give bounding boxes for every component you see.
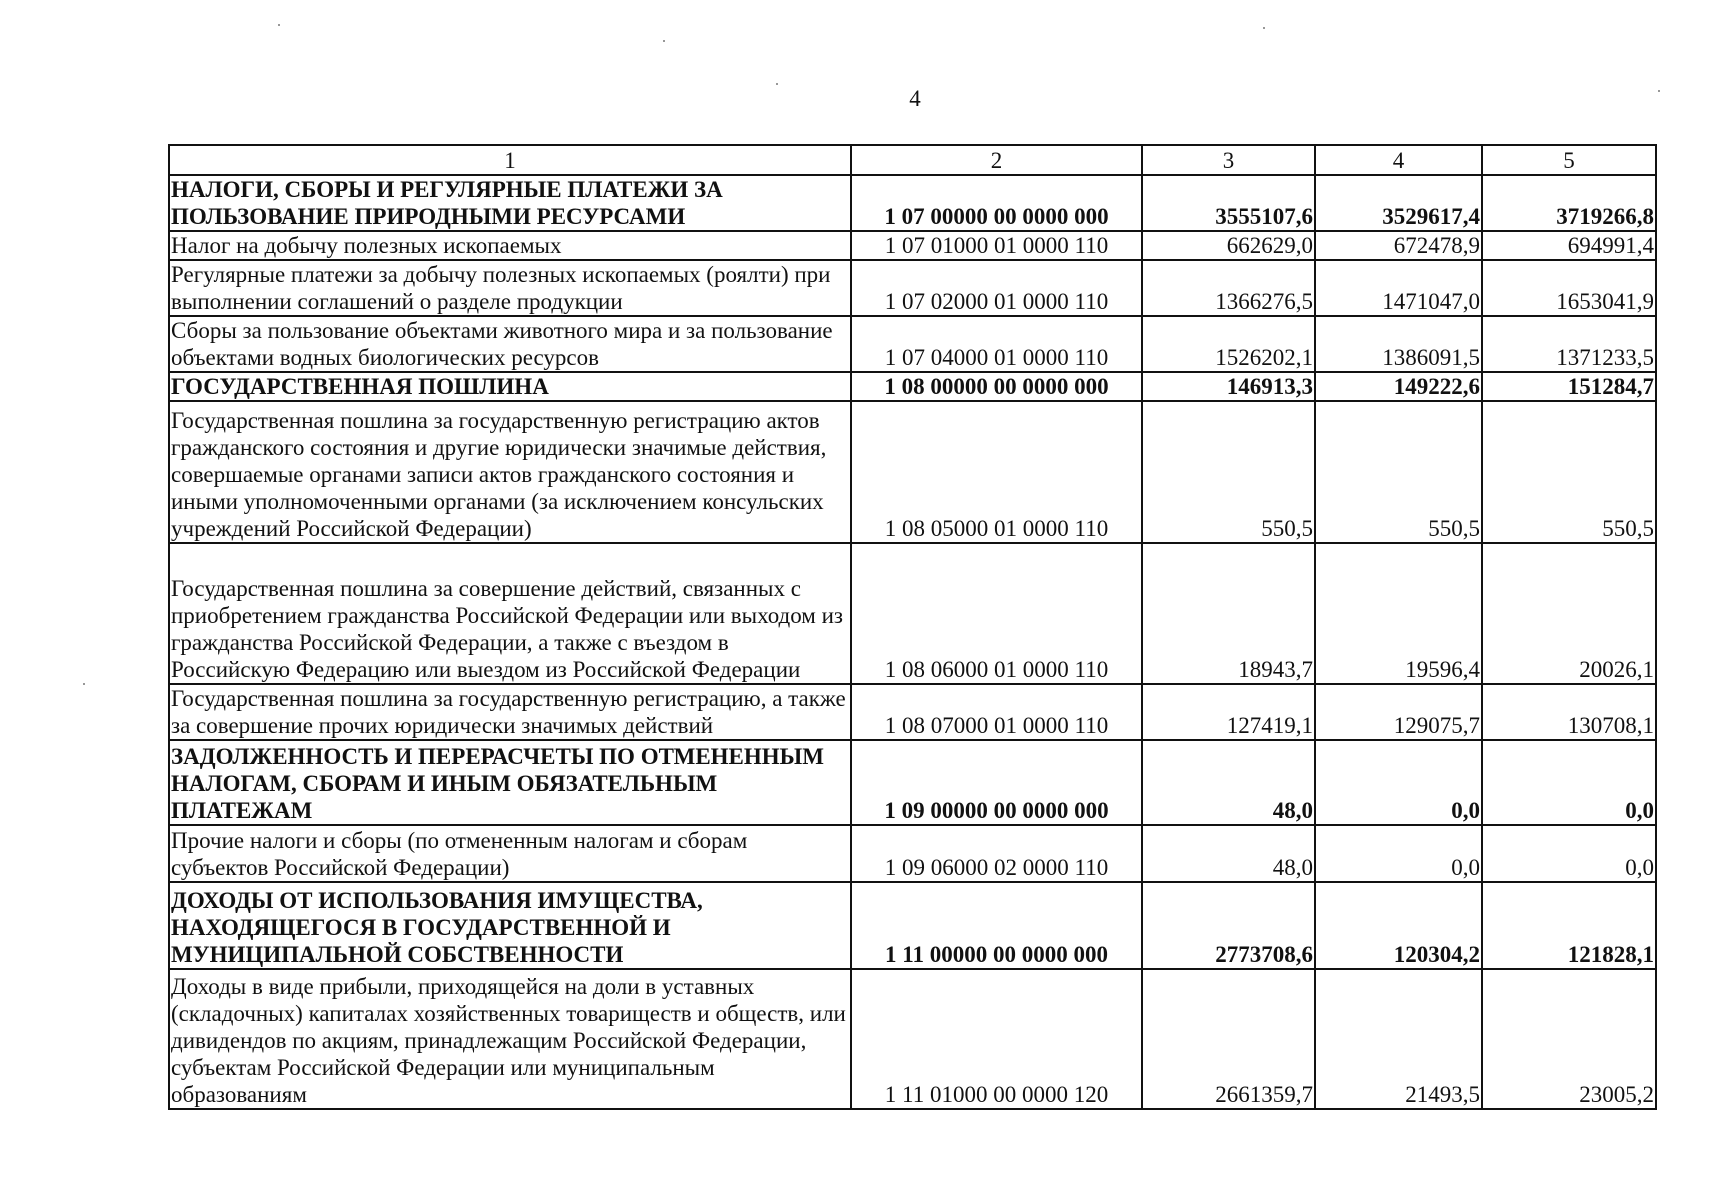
row-value-col4: 149222,6 xyxy=(1315,372,1482,401)
table-body xyxy=(169,175,1656,1109)
row-value-col3: 3555107,6 xyxy=(1142,175,1315,231)
row-value-col5: 130708,1 xyxy=(1482,684,1656,740)
row-value-col5: 0,0 xyxy=(1482,740,1656,825)
row-name-cell: ДОХОДЫ ОТ ИСПОЛЬЗОВАНИЯ ИМУЩЕСТВА, НАХОДЯЩЕГОСЯ В ГОСУДАРСТВЕННОЙ И МУНИЦИПАЛЬНОЙ СОБСТВЕННОСТИ xyxy=(169,882,851,969)
revenue-table xyxy=(168,144,1657,1110)
row-name-cell: ГОСУДАРСТВЕННАЯ ПОШЛИНА xyxy=(169,372,851,401)
row-name-cell: Налог на добычу полезных ископаемых xyxy=(169,231,851,260)
row-value-col4: 19596,4 xyxy=(1315,543,1482,684)
row-value-col4: 0,0 xyxy=(1315,740,1482,825)
row-value-col3: 2661359,7 xyxy=(1142,969,1315,1109)
row-value-col4: 1471047,0 xyxy=(1315,260,1482,316)
row-name-cell: Государственная пошлина за государственную регистрацию актов гражданского состояния и другие юридически значимые действия, совершаемые органами записи актов гражданского состояния и иными уполномоченными органами (за исключением консульских учреждений Российской Федерации) xyxy=(169,401,851,543)
table-row xyxy=(169,882,1656,969)
table-row xyxy=(169,231,1656,260)
row-code-cell: 1 09 00000 00 0000 000 xyxy=(851,740,1142,825)
row-value-col4: 1386091,5 xyxy=(1315,316,1482,372)
row-code-cell: 1 08 07000 01 0000 110 xyxy=(851,684,1142,740)
row-name-cell: Прочие налоги и сборы (по отмененным налогам и сборам субъектов Российской Федерации) xyxy=(169,825,851,882)
table-row xyxy=(169,401,1656,543)
table-row xyxy=(169,372,1656,401)
row-code-cell: 1 08 00000 00 0000 000 xyxy=(851,372,1142,401)
row-value-col3: 550,5 xyxy=(1142,401,1315,543)
row-value-col5: 3719266,8 xyxy=(1482,175,1656,231)
row-value-col4: 672478,9 xyxy=(1315,231,1482,260)
row-code-cell: 1 08 06000 01 0000 110 xyxy=(851,543,1142,684)
row-code-cell: 1 07 02000 01 0000 110 xyxy=(851,260,1142,316)
row-value-col4: 0,0 xyxy=(1315,825,1482,882)
row-value-col5: 23005,2 xyxy=(1482,969,1656,1109)
row-value-col4: 129075,7 xyxy=(1315,684,1482,740)
row-value-col5: 20026,1 xyxy=(1482,543,1656,684)
row-value-col5: 121828,1 xyxy=(1482,882,1656,969)
row-name-cell: Государственная пошлина за совершение действий, связанных с приобретением гражданства Российской Федерации или выходом из гражданства Российской Федерации, а также с въездом в Российскую Федерацию или выездом из Российской Федерации xyxy=(169,543,851,684)
row-value-col4: 120304,2 xyxy=(1315,882,1482,969)
row-code-cell: 1 07 01000 01 0000 110 xyxy=(851,231,1142,260)
row-value-col3: 48,0 xyxy=(1142,740,1315,825)
header-col-1: 1 xyxy=(169,145,851,175)
table-row xyxy=(169,543,1656,684)
row-name-cell: НАЛОГИ, СБОРЫ И РЕГУЛЯРНЫЕ ПЛАТЕЖИ ЗА ПОЛЬЗОВАНИЕ ПРИРОДНЫМИ РЕСУРСАМИ xyxy=(169,175,851,231)
row-value-col4: 21493,5 xyxy=(1315,969,1482,1109)
table-header-row xyxy=(169,145,1656,175)
row-value-col5: 550,5 xyxy=(1482,401,1656,543)
header-col-5: 5 xyxy=(1482,145,1656,175)
row-value-col3: 146913,3 xyxy=(1142,372,1315,401)
row-value-col3: 2773708,6 xyxy=(1142,882,1315,969)
row-value-col3: 127419,1 xyxy=(1142,684,1315,740)
row-value-col3: 1366276,5 xyxy=(1142,260,1315,316)
table-row xyxy=(169,684,1656,740)
row-value-col3: 662629,0 xyxy=(1142,231,1315,260)
row-value-col5: 1653041,9 xyxy=(1482,260,1656,316)
scan-speck xyxy=(278,24,280,26)
table-row xyxy=(169,825,1656,882)
row-value-col3: 48,0 xyxy=(1142,825,1315,882)
row-code-cell: 1 11 00000 00 0000 000 xyxy=(851,882,1142,969)
row-value-col3: 1526202,1 xyxy=(1142,316,1315,372)
row-name-cell: Сборы за пользование объектами животного мира и за пользование объектами водных биологических ресурсов xyxy=(169,316,851,372)
scan-speck xyxy=(1263,27,1265,29)
scan-speck xyxy=(83,683,85,685)
table-row xyxy=(169,740,1656,825)
row-value-col4: 3529617,4 xyxy=(1315,175,1482,231)
row-name-cell: Доходы в виде прибыли, приходящейся на доли в уставных (складочных) капиталах хозяйственных товариществ и обществ, или дивидендов по акциям, принадлежащим Российской Федерации, субъектам Российской Федерации или муниципальным образованиям xyxy=(169,969,851,1109)
table-row xyxy=(169,260,1656,316)
scan-speck xyxy=(1658,90,1660,92)
page-number: 4 xyxy=(909,86,921,111)
row-value-col5: 1371233,5 xyxy=(1482,316,1656,372)
table-row xyxy=(169,175,1656,231)
table-row xyxy=(169,969,1656,1109)
header-col-2: 2 xyxy=(851,145,1142,175)
row-code-cell: 1 11 01000 00 0000 120 xyxy=(851,969,1142,1109)
row-name-cell: ЗАДОЛЖЕННОСТЬ И ПЕРЕРАСЧЕТЫ ПО ОТМЕНЕННЫМ НАЛОГАМ, СБОРАМ И ИНЫМ ОБЯЗАТЕЛЬНЫМ ПЛАТЕЖАМ xyxy=(169,740,851,825)
row-code-cell: 1 08 05000 01 0000 110 xyxy=(851,401,1142,543)
row-name-cell: Регулярные платежи за добычу полезных ископаемых (роялти) при выполнении соглашений о разделе продукции xyxy=(169,260,851,316)
row-name-cell: Государственная пошлина за государственную регистрацию, а также за совершение прочих юридически значимых действий xyxy=(169,684,851,740)
row-value-col5: 0,0 xyxy=(1482,825,1656,882)
row-code-cell: 1 07 04000 01 0000 110 xyxy=(851,316,1142,372)
row-value-col4: 550,5 xyxy=(1315,401,1482,543)
header-col-4: 4 xyxy=(1315,145,1482,175)
table-row xyxy=(169,316,1656,372)
scan-speck xyxy=(663,40,665,42)
row-value-col5: 151284,7 xyxy=(1482,372,1656,401)
scan-speck xyxy=(776,83,778,85)
row-code-cell: 1 07 00000 00 0000 000 xyxy=(851,175,1142,231)
row-code-cell: 1 09 06000 02 0000 110 xyxy=(851,825,1142,882)
row-value-col3: 18943,7 xyxy=(1142,543,1315,684)
row-value-col5: 694991,4 xyxy=(1482,231,1656,260)
header-col-3: 3 xyxy=(1142,145,1315,175)
